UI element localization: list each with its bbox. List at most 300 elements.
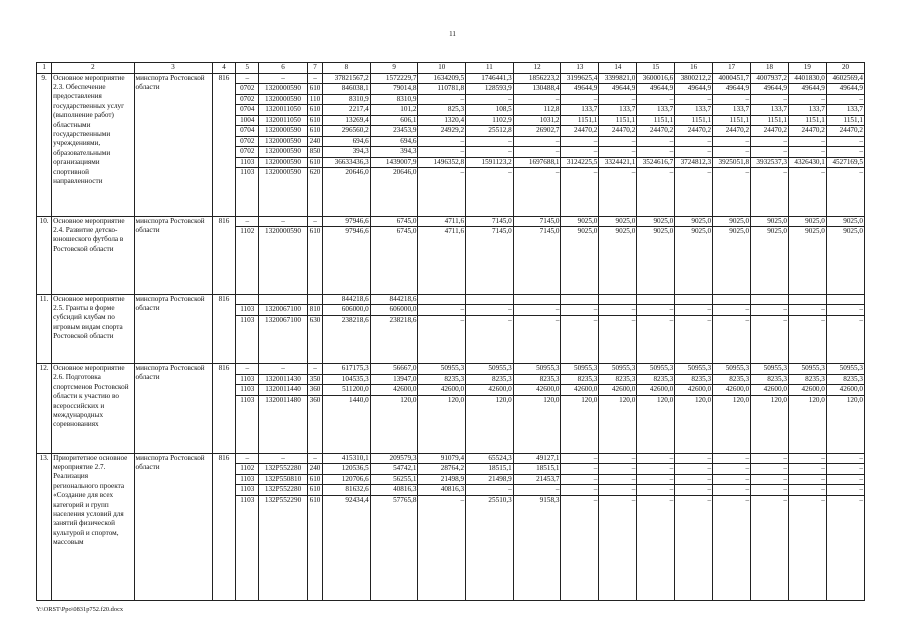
- expense-type-code: 610: [307, 126, 322, 137]
- amount-cell: 238218,6: [370, 315, 418, 364]
- amount-cell: 6745,0: [370, 216, 418, 227]
- amount-cell: –: [513, 168, 561, 217]
- column-header: 16: [675, 63, 713, 74]
- amount-cell: 9025,0: [561, 227, 599, 295]
- amount-cell: –: [599, 168, 637, 217]
- amount-cell: –: [788, 453, 826, 464]
- target-article-code: 1320000590: [259, 136, 308, 147]
- amount-cell: 8235,3: [788, 374, 826, 385]
- responsible-executor: минспорта Ростовской области: [134, 364, 212, 454]
- column-header: 12: [513, 63, 561, 74]
- expense-type-code: 850: [307, 147, 322, 158]
- amount-cell: 120,0: [826, 395, 864, 453]
- amount-cell: 9025,0: [751, 227, 789, 295]
- amount-cell: –: [675, 94, 713, 105]
- responsible-executor: минспорта Ростовской области: [134, 73, 212, 216]
- section-code: 1103: [236, 395, 259, 453]
- grbs-code: 816: [212, 73, 236, 216]
- amount-cell: 49127,1: [513, 453, 561, 464]
- amount-cell: 120536,5: [323, 464, 371, 475]
- amount-cell: –: [675, 485, 713, 496]
- amount-cell: –: [788, 168, 826, 217]
- amount-cell: –: [751, 168, 789, 217]
- amount-cell: 9025,0: [713, 216, 751, 227]
- amount-cell: 1102,9: [466, 115, 514, 126]
- section-code: 1103: [236, 315, 259, 364]
- amount-cell: 4007937,2: [751, 73, 789, 84]
- amount-cell: 133,7: [637, 105, 675, 116]
- amount-cell: 42600,0: [751, 385, 789, 396]
- amount-cell: –: [675, 168, 713, 217]
- section-code: –: [236, 216, 259, 227]
- amount-cell: 50955,3: [599, 364, 637, 375]
- amount-cell: –: [637, 305, 675, 316]
- amount-cell: –: [561, 168, 599, 217]
- amount-cell: 3524616,7: [637, 157, 675, 168]
- amount-cell: 65524,3: [466, 453, 514, 464]
- expense-type-code: 620: [307, 168, 322, 217]
- amount-cell: 18515,1: [513, 464, 561, 475]
- amount-cell: 133,7: [675, 105, 713, 116]
- amount-cell: 56255,1: [370, 474, 418, 485]
- amount-cell: –: [513, 94, 561, 105]
- table-row: [37, 294, 865, 305]
- amount-cell: –: [788, 136, 826, 147]
- amount-cell: 8235,3: [751, 374, 789, 385]
- grbs-code: 816: [212, 364, 236, 454]
- amount-cell: 9025,0: [713, 227, 751, 295]
- amount-cell: –: [418, 305, 466, 316]
- amount-cell: 57765,8: [370, 495, 418, 601]
- table-row: [37, 216, 865, 227]
- expense-type-code: 610: [307, 227, 322, 295]
- expense-type-code: –: [307, 73, 322, 84]
- amount-cell: 42600,0: [513, 385, 561, 396]
- amount-cell: –: [561, 147, 599, 158]
- amount-cell: [637, 294, 675, 305]
- amount-cell: 91079,4: [418, 453, 466, 464]
- target-article-code: [259, 294, 308, 305]
- amount-cell: –: [637, 453, 675, 464]
- amount-cell: 50955,3: [561, 364, 599, 375]
- amount-cell: –: [599, 305, 637, 316]
- amount-cell: 238218,6: [323, 315, 371, 364]
- amount-cell: 25510,3: [466, 495, 514, 601]
- amount-cell: –: [751, 474, 789, 485]
- amount-cell: 120706,6: [323, 474, 371, 485]
- page-number: 11: [449, 30, 456, 38]
- target-article-code: 132P552280: [259, 464, 308, 475]
- target-article-code: 1320000590: [259, 147, 308, 158]
- amount-cell: –: [637, 315, 675, 364]
- responsible-executor: минспорта Ростовской области: [134, 216, 212, 294]
- amount-cell: –: [826, 485, 864, 496]
- amount-cell: 120,0: [637, 395, 675, 453]
- amount-cell: 6745,0: [370, 227, 418, 295]
- amount-cell: 3724812,3: [675, 157, 713, 168]
- amount-cell: 36633436,3: [323, 157, 371, 168]
- amount-cell: 92434,4: [323, 495, 371, 601]
- amount-cell: –: [599, 147, 637, 158]
- amount-cell: 8310,9: [370, 94, 418, 105]
- amount-cell: 3925051,8: [713, 157, 751, 168]
- target-article-code: 1320011050: [259, 105, 308, 116]
- amount-cell: [561, 294, 599, 305]
- amount-cell: 1151,1: [788, 115, 826, 126]
- target-article-code: 1320000590: [259, 84, 308, 95]
- amount-cell: 8235,3: [637, 374, 675, 385]
- amount-cell: –: [418, 495, 466, 601]
- column-header: 7: [307, 63, 322, 74]
- amount-cell: –: [751, 94, 789, 105]
- amount-cell: –: [675, 495, 713, 601]
- amount-cell: –: [561, 485, 599, 496]
- responsible-executor: минспорта Ростовской области: [134, 453, 212, 601]
- column-header: 20: [826, 63, 864, 74]
- amount-cell: 1151,1: [599, 115, 637, 126]
- amount-cell: 617175,3: [323, 364, 371, 375]
- amount-cell: –: [713, 453, 751, 464]
- amount-cell: [418, 294, 466, 305]
- amount-cell: 42600,0: [637, 385, 675, 396]
- section-code: 1102: [236, 227, 259, 295]
- budget-table-wrapper: [36, 62, 865, 601]
- target-article-code: 1320000590: [259, 168, 308, 217]
- amount-cell: [826, 294, 864, 305]
- row-number: 10.: [37, 216, 52, 294]
- amount-cell: 1151,1: [637, 115, 675, 126]
- amount-cell: –: [561, 495, 599, 601]
- target-article-code: 1320000590: [259, 126, 308, 137]
- amount-cell: –: [788, 485, 826, 496]
- amount-cell: –: [751, 305, 789, 316]
- amount-cell: –: [675, 136, 713, 147]
- amount-cell: 8235,3: [418, 374, 466, 385]
- expense-type-code: 240: [307, 464, 322, 475]
- amount-cell: 49644,9: [751, 84, 789, 95]
- activity-name: Основное мероприятие 2.3. Обеспечение предоставления государственных услуг (выполнение работ) областными государственными учреждениями, образовательными организациями спортивной направленности: [52, 73, 134, 216]
- column-header: 2: [52, 63, 134, 74]
- target-article-code: –: [259, 216, 308, 227]
- amount-cell: 112,8: [513, 105, 561, 116]
- amount-cell: 42600,0: [561, 385, 599, 396]
- amount-cell: 9025,0: [788, 227, 826, 295]
- amount-cell: 97946,6: [323, 227, 371, 295]
- amount-cell: –: [826, 315, 864, 364]
- section-code: 1102: [236, 464, 259, 475]
- amount-cell: 9025,0: [599, 227, 637, 295]
- expense-type-code: 110: [307, 94, 322, 105]
- amount-cell: 3800212,2: [675, 73, 713, 84]
- amount-cell: 104535,3: [323, 374, 371, 385]
- amount-cell: 120,0: [713, 395, 751, 453]
- column-header: 9: [370, 63, 418, 74]
- expense-type-code: 610: [307, 105, 322, 116]
- amount-cell: 81632,6: [323, 485, 371, 496]
- amount-cell: –: [561, 315, 599, 364]
- amount-cell: –: [751, 464, 789, 475]
- amount-cell: 9025,0: [826, 216, 864, 227]
- target-article-code: 1320011480: [259, 395, 308, 453]
- amount-cell: 26902,7: [513, 126, 561, 137]
- amount-cell: –: [599, 136, 637, 147]
- amount-cell: –: [466, 94, 514, 105]
- amount-cell: –: [788, 464, 826, 475]
- column-header: 18: [751, 63, 789, 74]
- amount-cell: 50955,3: [418, 364, 466, 375]
- amount-cell: –: [561, 464, 599, 475]
- amount-cell: 50955,3: [713, 364, 751, 375]
- amount-cell: 9025,0: [675, 227, 713, 295]
- amount-cell: 9025,0: [561, 216, 599, 227]
- amount-cell: 42600,0: [713, 385, 751, 396]
- section-code: 0702: [236, 147, 259, 158]
- column-header: 3: [134, 63, 212, 74]
- amount-cell: –: [599, 495, 637, 601]
- target-article-code: 1320000590: [259, 157, 308, 168]
- amount-cell: 606,1: [370, 115, 418, 126]
- expense-type-code: 610: [307, 485, 322, 496]
- amount-cell: 97946,6: [323, 216, 371, 227]
- expense-type-code: 360: [307, 395, 322, 453]
- amount-cell: [675, 294, 713, 305]
- amount-cell: 694,6: [323, 136, 371, 147]
- footer-file-path: Y:\ORST\Ppo\0831p752.f20.docx: [36, 606, 124, 613]
- amount-cell: 3199625,4: [561, 73, 599, 84]
- budget-table: [36, 62, 865, 601]
- amount-cell: 49644,9: [788, 84, 826, 95]
- amount-cell: 4326430,1: [788, 157, 826, 168]
- column-header: 19: [788, 63, 826, 74]
- amount-cell: –: [713, 305, 751, 316]
- amount-cell: –: [675, 474, 713, 485]
- amount-cell: 9025,0: [826, 227, 864, 295]
- amount-cell: –: [418, 136, 466, 147]
- expense-type-code: 610: [307, 474, 322, 485]
- grbs-code: 816: [212, 453, 236, 601]
- amount-cell: 21498,9: [466, 474, 514, 485]
- amount-cell: 120,0: [751, 395, 789, 453]
- amount-cell: 8235,3: [513, 374, 561, 385]
- column-header: 6: [259, 63, 308, 74]
- expense-type-code: –: [307, 364, 322, 375]
- column-header: 15: [637, 63, 675, 74]
- amount-cell: –: [466, 315, 514, 364]
- amount-cell: 24470,2: [713, 126, 751, 137]
- table-row: [37, 73, 865, 84]
- section-code: 1103: [236, 474, 259, 485]
- section-code: 1103: [236, 168, 259, 217]
- amount-cell: 42600,0: [788, 385, 826, 396]
- amount-cell: 1151,1: [675, 115, 713, 126]
- responsible-executor: минспорта Ростовской области: [134, 294, 212, 364]
- amount-cell: 8235,3: [713, 374, 751, 385]
- header-row: [37, 63, 865, 74]
- grbs-code: 816: [212, 216, 236, 294]
- amount-cell: 825,3: [418, 105, 466, 116]
- amount-cell: [513, 294, 561, 305]
- column-header: 17: [713, 63, 751, 74]
- amount-cell: 120,0: [561, 395, 599, 453]
- amount-cell: 120,0: [466, 395, 514, 453]
- amount-cell: –: [418, 147, 466, 158]
- target-article-code: –: [259, 73, 308, 84]
- amount-cell: 8310,9: [323, 94, 371, 105]
- amount-cell: 108,5: [466, 105, 514, 116]
- amount-cell: 4401830,0: [788, 73, 826, 84]
- amount-cell: 24470,2: [561, 126, 599, 137]
- amount-cell: 1151,1: [713, 115, 751, 126]
- amount-cell: 49644,9: [599, 84, 637, 95]
- amount-cell: 8235,3: [675, 374, 713, 385]
- amount-cell: 4602569,4: [826, 73, 864, 84]
- amount-cell: –: [466, 485, 514, 496]
- amount-cell: –: [561, 474, 599, 485]
- amount-cell: 21453,7: [513, 474, 561, 485]
- amount-cell: 49644,9: [713, 84, 751, 95]
- amount-cell: –: [751, 453, 789, 464]
- activity-name: Приоритетное основное мероприятие 2.7. Реализация регионального проекта «Создание для всех категорий и групп населения условий для занятий физической культурой и спортом, массовым: [52, 453, 134, 601]
- amount-cell: –: [513, 315, 561, 364]
- amount-cell: 50955,3: [826, 364, 864, 375]
- amount-cell: 37821567,2: [323, 73, 371, 84]
- amount-cell: 40816,3: [418, 485, 466, 496]
- expense-type-code: –: [307, 216, 322, 227]
- amount-cell: 24470,2: [675, 126, 713, 137]
- amount-cell: –: [751, 147, 789, 158]
- amount-cell: –: [788, 474, 826, 485]
- grbs-code: 816: [212, 294, 236, 364]
- amount-cell: 7145,0: [513, 227, 561, 295]
- activity-name: Основное мероприятие 2.6. Подготовка спортсменов Ростовской области к участию во всероссийских и международных соревнованиях: [52, 364, 134, 454]
- amount-cell: 296560,2: [323, 126, 371, 137]
- amount-cell: 1031,2: [513, 115, 561, 126]
- row-number: 12.: [37, 364, 52, 454]
- section-code: 0702: [236, 94, 259, 105]
- amount-cell: 1151,1: [561, 115, 599, 126]
- amount-cell: 4527169,5: [826, 157, 864, 168]
- amount-cell: –: [751, 136, 789, 147]
- amount-cell: 24470,2: [751, 126, 789, 137]
- amount-cell: 3932537,3: [751, 157, 789, 168]
- amount-cell: –: [751, 485, 789, 496]
- amount-cell: 56667,0: [370, 364, 418, 375]
- amount-cell: 1572229,7: [370, 73, 418, 84]
- amount-cell: –: [675, 147, 713, 158]
- target-article-code: 1320000590: [259, 227, 308, 295]
- amount-cell: –: [713, 315, 751, 364]
- target-article-code: 132P552280: [259, 485, 308, 496]
- amount-cell: 7145,0: [513, 216, 561, 227]
- expense-type-code: 240: [307, 136, 322, 147]
- amount-cell: 133,7: [599, 105, 637, 116]
- amount-cell: –: [713, 485, 751, 496]
- amount-cell: 1440,0: [323, 395, 371, 453]
- amount-cell: –: [637, 474, 675, 485]
- amount-cell: –: [713, 147, 751, 158]
- amount-cell: 20646,0: [323, 168, 371, 217]
- amount-cell: –: [599, 485, 637, 496]
- section-code: 0704: [236, 126, 259, 137]
- amount-cell: 209579,3: [370, 453, 418, 464]
- amount-cell: 9158,3: [513, 495, 561, 601]
- row-number: 9.: [37, 73, 52, 216]
- expense-type-code: 810: [307, 305, 322, 316]
- amount-cell: –: [713, 474, 751, 485]
- target-article-code: 1320011440: [259, 385, 308, 396]
- amount-cell: 9025,0: [675, 216, 713, 227]
- target-article-code: 132P552290: [259, 495, 308, 601]
- amount-cell: 1151,1: [751, 115, 789, 126]
- amount-cell: 79014,8: [370, 84, 418, 95]
- amount-cell: –: [675, 464, 713, 475]
- amount-cell: 24929,2: [418, 126, 466, 137]
- amount-cell: –: [713, 136, 751, 147]
- amount-cell: 50955,3: [637, 364, 675, 375]
- amount-cell: 21498,9: [418, 474, 466, 485]
- amount-cell: –: [637, 495, 675, 601]
- amount-cell: 1496352,8: [418, 157, 466, 168]
- amount-cell: 42600,0: [466, 385, 514, 396]
- amount-cell: 50955,3: [751, 364, 789, 375]
- amount-cell: 8235,3: [599, 374, 637, 385]
- amount-cell: 9025,0: [637, 216, 675, 227]
- amount-cell: 40816,3: [370, 485, 418, 496]
- amount-cell: 606000,0: [323, 305, 371, 316]
- amount-cell: [751, 294, 789, 305]
- amount-cell: –: [513, 136, 561, 147]
- amount-cell: 8235,3: [561, 374, 599, 385]
- amount-cell: 50955,3: [675, 364, 713, 375]
- expense-type-code: –: [307, 453, 322, 464]
- amount-cell: 49644,9: [826, 84, 864, 95]
- expense-type-code: 610: [307, 495, 322, 601]
- amount-cell: 1697688,1: [513, 157, 561, 168]
- amount-cell: 101,2: [370, 105, 418, 116]
- amount-cell: –: [561, 453, 599, 464]
- amount-cell: 120,0: [599, 395, 637, 453]
- amount-cell: 846038,1: [323, 84, 371, 95]
- expense-type-code: 630: [307, 315, 322, 364]
- amount-cell: 50955,3: [513, 364, 561, 375]
- amount-cell: 394,3: [323, 147, 371, 158]
- amount-cell: –: [751, 495, 789, 601]
- amount-cell: [599, 294, 637, 305]
- amount-cell: –: [675, 315, 713, 364]
- target-article-code: –: [259, 453, 308, 464]
- amount-cell: 7145,0: [466, 216, 514, 227]
- amount-cell: –: [637, 464, 675, 475]
- column-header: 5: [236, 63, 259, 74]
- amount-cell: 20646,0: [370, 168, 418, 217]
- amount-cell: 120,0: [675, 395, 713, 453]
- amount-cell: 606000,0: [370, 305, 418, 316]
- amount-cell: –: [788, 147, 826, 158]
- amount-cell: 120,0: [370, 395, 418, 453]
- amount-cell: –: [637, 168, 675, 217]
- amount-cell: 844218,6: [323, 294, 371, 305]
- amount-cell: –: [826, 453, 864, 464]
- amount-cell: 415310,1: [323, 453, 371, 464]
- amount-cell: 1856223,2: [513, 73, 561, 84]
- amount-cell: –: [788, 305, 826, 316]
- amount-cell: 133,7: [713, 105, 751, 116]
- amount-cell: 844218,6: [370, 294, 418, 305]
- table-row: [37, 364, 865, 375]
- amount-cell: –: [675, 305, 713, 316]
- amount-cell: 25512,8: [466, 126, 514, 137]
- amount-cell: –: [637, 485, 675, 496]
